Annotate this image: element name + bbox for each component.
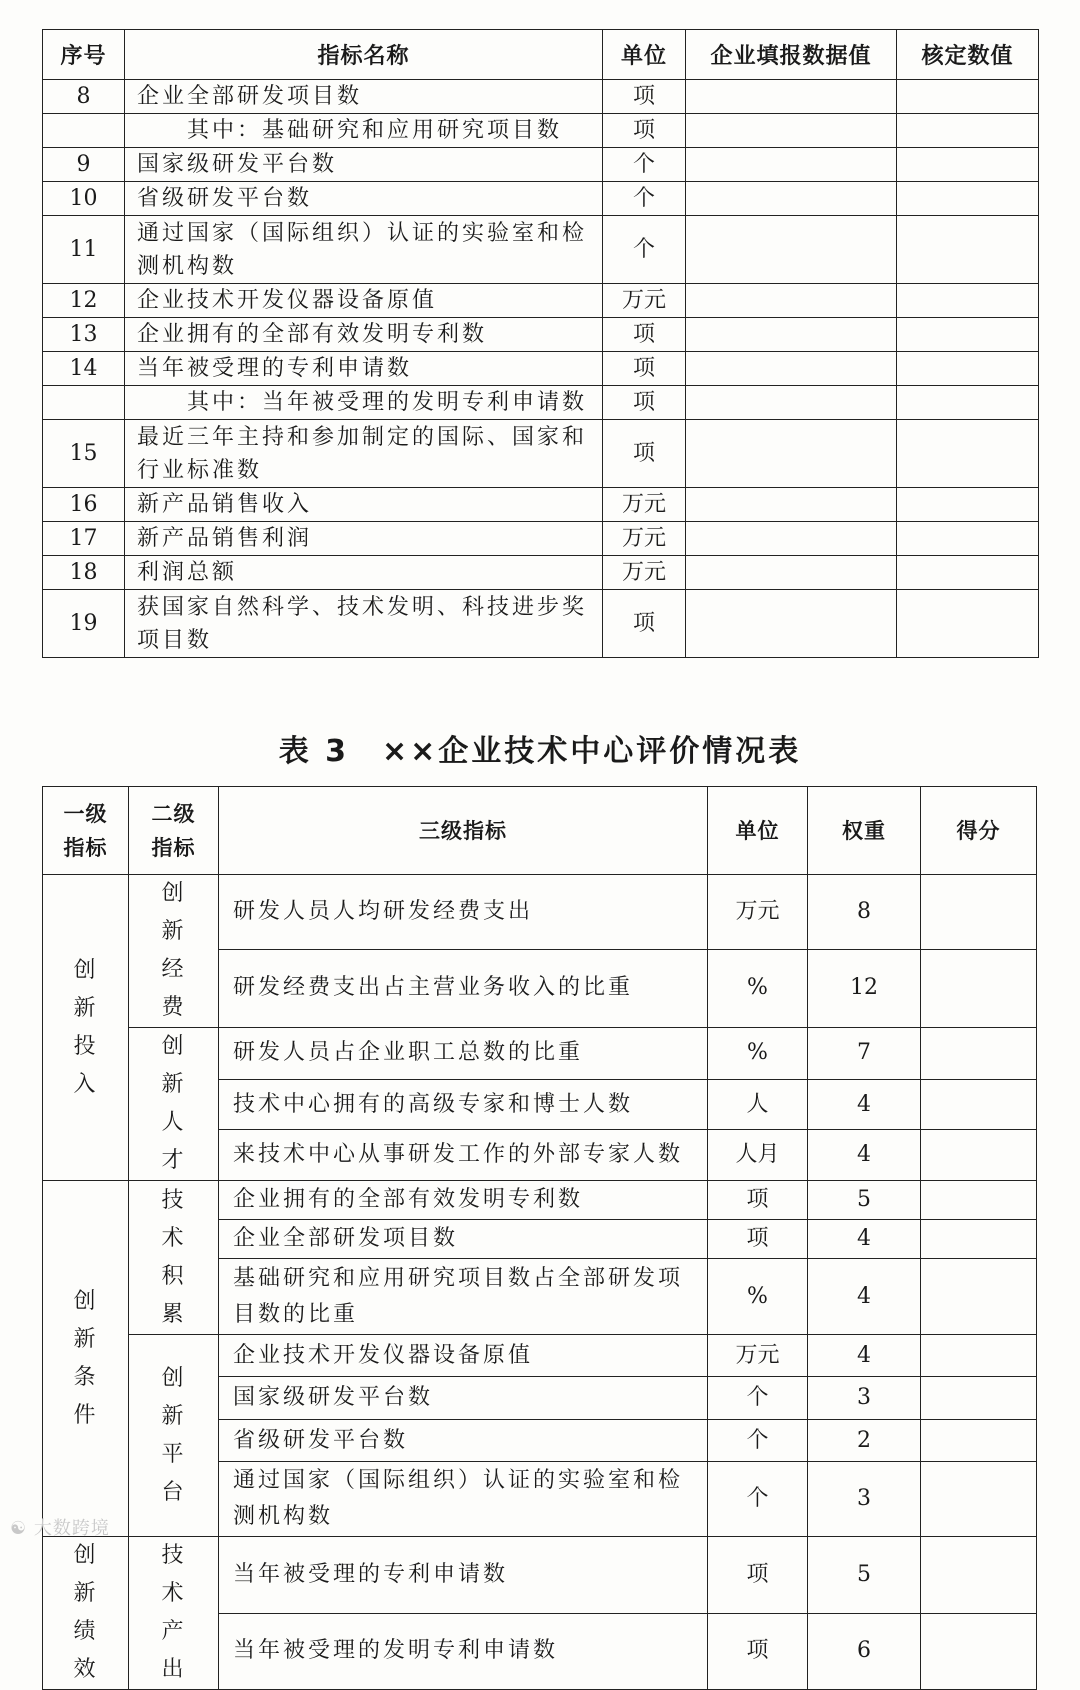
row-name: 国家级研发平台数	[125, 148, 603, 182]
row-unit: 个	[708, 1420, 808, 1462]
level2-tech-accumulation: 技术积累	[129, 1181, 219, 1335]
score-cell[interactable]	[921, 875, 1037, 950]
table-row	[43, 148, 1039, 182]
row-serial: 16	[43, 488, 125, 522]
evaluation-table	[42, 786, 1037, 1690]
reported-value-cell[interactable]	[686, 80, 897, 114]
table-row	[43, 318, 1039, 352]
indicator-table	[42, 29, 1039, 658]
row-serial	[43, 114, 125, 148]
verified-value-cell[interactable]	[897, 182, 1039, 216]
table-row	[43, 352, 1039, 386]
row-name: 企业拥有的全部有效发明专利数	[219, 1181, 708, 1220]
row-serial: 9	[43, 148, 125, 182]
row-serial: 18	[43, 556, 125, 590]
table-header-row	[43, 30, 1039, 80]
level2-innovation-funding: 创新经费	[129, 875, 219, 1028]
score-cell[interactable]	[921, 1613, 1037, 1690]
row-unit: 项	[603, 352, 686, 386]
row-name: 技术中心拥有的高级专家和博士人数	[219, 1079, 708, 1130]
reported-value-cell[interactable]	[686, 386, 897, 420]
verified-value-cell[interactable]	[897, 352, 1039, 386]
verified-value-cell[interactable]	[897, 420, 1039, 488]
row-weight: 2	[808, 1420, 921, 1462]
row-name: 通过国家（国际组织）认证的实验室和检测机构数	[125, 216, 603, 284]
header-level3: 三级指标	[219, 787, 708, 875]
row-name: 企业拥有的全部有效发明专利数	[125, 318, 603, 352]
reported-value-cell[interactable]	[686, 420, 897, 488]
row-unit: 人月	[708, 1130, 808, 1181]
row-unit: 项	[708, 1537, 808, 1614]
row-unit: 项	[708, 1181, 808, 1220]
row-name: 企业技术开发仪器设备原值	[125, 284, 603, 318]
table-row	[43, 216, 1039, 284]
row-serial	[43, 386, 125, 420]
level2-innovation-talent: 创新人才	[129, 1028, 219, 1181]
row-weight: 6	[808, 1613, 921, 1690]
row-unit: %	[708, 1259, 808, 1335]
score-cell[interactable]	[921, 1462, 1037, 1537]
row-name: 国家级研发平台数	[219, 1377, 708, 1420]
table-row	[43, 420, 1039, 488]
verified-value-cell[interactable]	[897, 522, 1039, 556]
row-unit: 项	[603, 318, 686, 352]
row-name: 当年被受理的专利申请数	[219, 1537, 708, 1614]
row-name: 新产品销售利润	[125, 522, 603, 556]
verified-value-cell[interactable]	[897, 318, 1039, 352]
header-score: 得分	[921, 787, 1037, 875]
row-name: 企业技术开发仪器设备原值	[219, 1335, 708, 1377]
row-weight: 4	[808, 1130, 921, 1181]
row-unit: 个	[603, 148, 686, 182]
watermark-text: 大数跨境	[33, 1518, 110, 1539]
level2-tech-output: 技术产出	[129, 1537, 219, 1690]
row-serial: 19	[43, 590, 125, 658]
row-name: 当年被受理的专利申请数	[125, 352, 603, 386]
row-name: 利润总额	[125, 556, 603, 590]
reported-value-cell[interactable]	[686, 182, 897, 216]
table-row	[43, 488, 1039, 522]
row-name: 新产品销售收入	[125, 488, 603, 522]
header-serial: 序号	[43, 30, 125, 80]
verified-value-cell[interactable]	[897, 80, 1039, 114]
table-row	[43, 556, 1039, 590]
score-cell[interactable]	[921, 1377, 1037, 1420]
header-unit: 单位	[603, 30, 686, 80]
score-cell[interactable]	[921, 1181, 1037, 1220]
row-serial: 17	[43, 522, 125, 556]
level2-innovation-platform: 创新平台	[129, 1335, 219, 1537]
score-cell[interactable]	[921, 1028, 1037, 1080]
row-unit: 项	[708, 1613, 808, 1690]
row-name: 最近三年主持和参加制定的国际、国家和行业标准数	[125, 420, 603, 488]
level1-innovation-input: 创新投入	[43, 875, 129, 1181]
row-serial: 12	[43, 284, 125, 318]
row-weight: 3	[808, 1377, 921, 1420]
row-unit: 万元	[603, 488, 686, 522]
header-level1: 一级指标	[43, 787, 129, 875]
header-reported-value: 企业填报数据值	[686, 30, 897, 80]
row-name: 研发人员人均研发经费支出	[219, 875, 708, 950]
table-row	[43, 590, 1039, 658]
row-unit: 万元	[603, 522, 686, 556]
row-weight: 5	[808, 1181, 921, 1220]
score-cell[interactable]	[921, 1420, 1037, 1462]
reported-value-cell[interactable]	[686, 318, 897, 352]
row-name: 研发经费支出占主营业务收入的比重	[219, 949, 708, 1027]
score-cell[interactable]	[921, 1259, 1037, 1335]
score-cell[interactable]	[921, 1130, 1037, 1181]
level1-innovation-conditions: 创新条件	[43, 1181, 129, 1537]
row-name: 省级研发平台数	[219, 1420, 708, 1462]
table-row	[43, 1181, 1037, 1220]
header-level2: 二级指标	[129, 787, 219, 875]
row-name: 省级研发平台数	[125, 182, 603, 216]
score-cell[interactable]	[921, 1335, 1037, 1377]
row-unit: 个	[603, 182, 686, 216]
row-unit: 个	[708, 1377, 808, 1420]
reported-value-cell[interactable]	[686, 352, 897, 386]
row-weight: 7	[808, 1028, 921, 1080]
row-unit: 项	[603, 80, 686, 114]
row-unit: 万元	[603, 284, 686, 318]
row-name: 基础研究和应用研究项目数占全部研发项目数的比重	[219, 1259, 708, 1335]
row-unit: 人	[708, 1079, 808, 1130]
reported-value-cell[interactable]	[686, 522, 897, 556]
row-serial: 13	[43, 318, 125, 352]
reported-value-cell[interactable]	[686, 216, 897, 284]
verified-value-cell[interactable]	[897, 590, 1039, 658]
watermark-logo-icon: ☯	[10, 1518, 28, 1539]
row-unit: %	[708, 1028, 808, 1080]
row-name: 通过国家（国际组织）认证的实验室和检测机构数	[219, 1462, 708, 1537]
row-name: 获国家自然科学、技术发明、科技进步奖项目数	[125, 590, 603, 658]
level1-innovation-performance: 创新绩效	[43, 1537, 129, 1690]
row-unit: 万元	[603, 556, 686, 590]
row-name: 来技术中心从事研发工作的外部专家人数	[219, 1130, 708, 1181]
row-unit: 个	[708, 1462, 808, 1537]
header-weight: 权重	[808, 787, 921, 875]
row-weight: 4	[808, 1079, 921, 1130]
row-unit: %	[708, 949, 808, 1027]
table-row	[43, 875, 1037, 950]
row-weight: 12	[808, 949, 921, 1027]
row-serial: 14	[43, 352, 125, 386]
header-indicator-name: 指标名称	[125, 30, 603, 80]
table3-caption: 表 3 ××企业技术中心评价情况表	[278, 734, 802, 769]
row-name: 其中：基础研究和应用研究项目数	[125, 114, 603, 148]
table-row	[43, 1028, 1037, 1080]
reported-value-cell[interactable]	[686, 556, 897, 590]
table-row	[43, 182, 1039, 216]
verified-value-cell[interactable]	[897, 386, 1039, 420]
row-weight: 4	[808, 1220, 921, 1259]
row-unit: 项	[603, 386, 686, 420]
score-cell[interactable]	[921, 949, 1037, 1027]
watermark	[10, 1514, 110, 1540]
row-unit: 项	[603, 114, 686, 148]
verified-value-cell[interactable]	[897, 284, 1039, 318]
row-weight: 3	[808, 1462, 921, 1537]
row-weight: 4	[808, 1335, 921, 1377]
row-name: 研发人员占企业职工总数的比重	[219, 1028, 708, 1080]
row-unit: 万元	[708, 875, 808, 950]
reported-value-cell[interactable]	[686, 488, 897, 522]
row-name: 企业全部研发项目数	[219, 1220, 708, 1259]
verified-value-cell[interactable]	[897, 216, 1039, 284]
row-weight: 4	[808, 1259, 921, 1335]
row-unit: 项	[708, 1220, 808, 1259]
reported-value-cell[interactable]	[686, 148, 897, 182]
verified-value-cell[interactable]	[897, 148, 1039, 182]
table-row	[43, 284, 1039, 318]
row-serial: 11	[43, 216, 125, 284]
row-unit: 项	[603, 590, 686, 658]
score-cell[interactable]	[921, 1079, 1037, 1130]
verified-value-cell[interactable]	[897, 556, 1039, 590]
row-serial: 15	[43, 420, 125, 488]
row-unit: 万元	[708, 1335, 808, 1377]
row-serial: 10	[43, 182, 125, 216]
reported-value-cell[interactable]	[686, 284, 897, 318]
score-cell[interactable]	[921, 1220, 1037, 1259]
table-row	[43, 80, 1039, 114]
table-row	[43, 386, 1039, 420]
row-weight: 8	[808, 875, 921, 950]
verified-value-cell[interactable]	[897, 114, 1039, 148]
reported-value-cell[interactable]	[686, 114, 897, 148]
row-name: 企业全部研发项目数	[125, 80, 603, 114]
table-header-row	[43, 787, 1037, 875]
table-row	[43, 1335, 1037, 1377]
verified-value-cell[interactable]	[897, 488, 1039, 522]
row-weight: 5	[808, 1537, 921, 1614]
header-verified-value: 核定数值	[897, 30, 1039, 80]
table-row	[43, 114, 1039, 148]
row-name: 其中：当年被受理的发明专利申请数	[125, 386, 603, 420]
row-unit: 个	[603, 216, 686, 284]
row-serial: 8	[43, 80, 125, 114]
header-unit: 单位	[708, 787, 808, 875]
row-unit: 项	[603, 420, 686, 488]
reported-value-cell[interactable]	[686, 590, 897, 658]
table-row	[43, 522, 1039, 556]
row-name: 当年被受理的发明专利申请数	[219, 1613, 708, 1690]
